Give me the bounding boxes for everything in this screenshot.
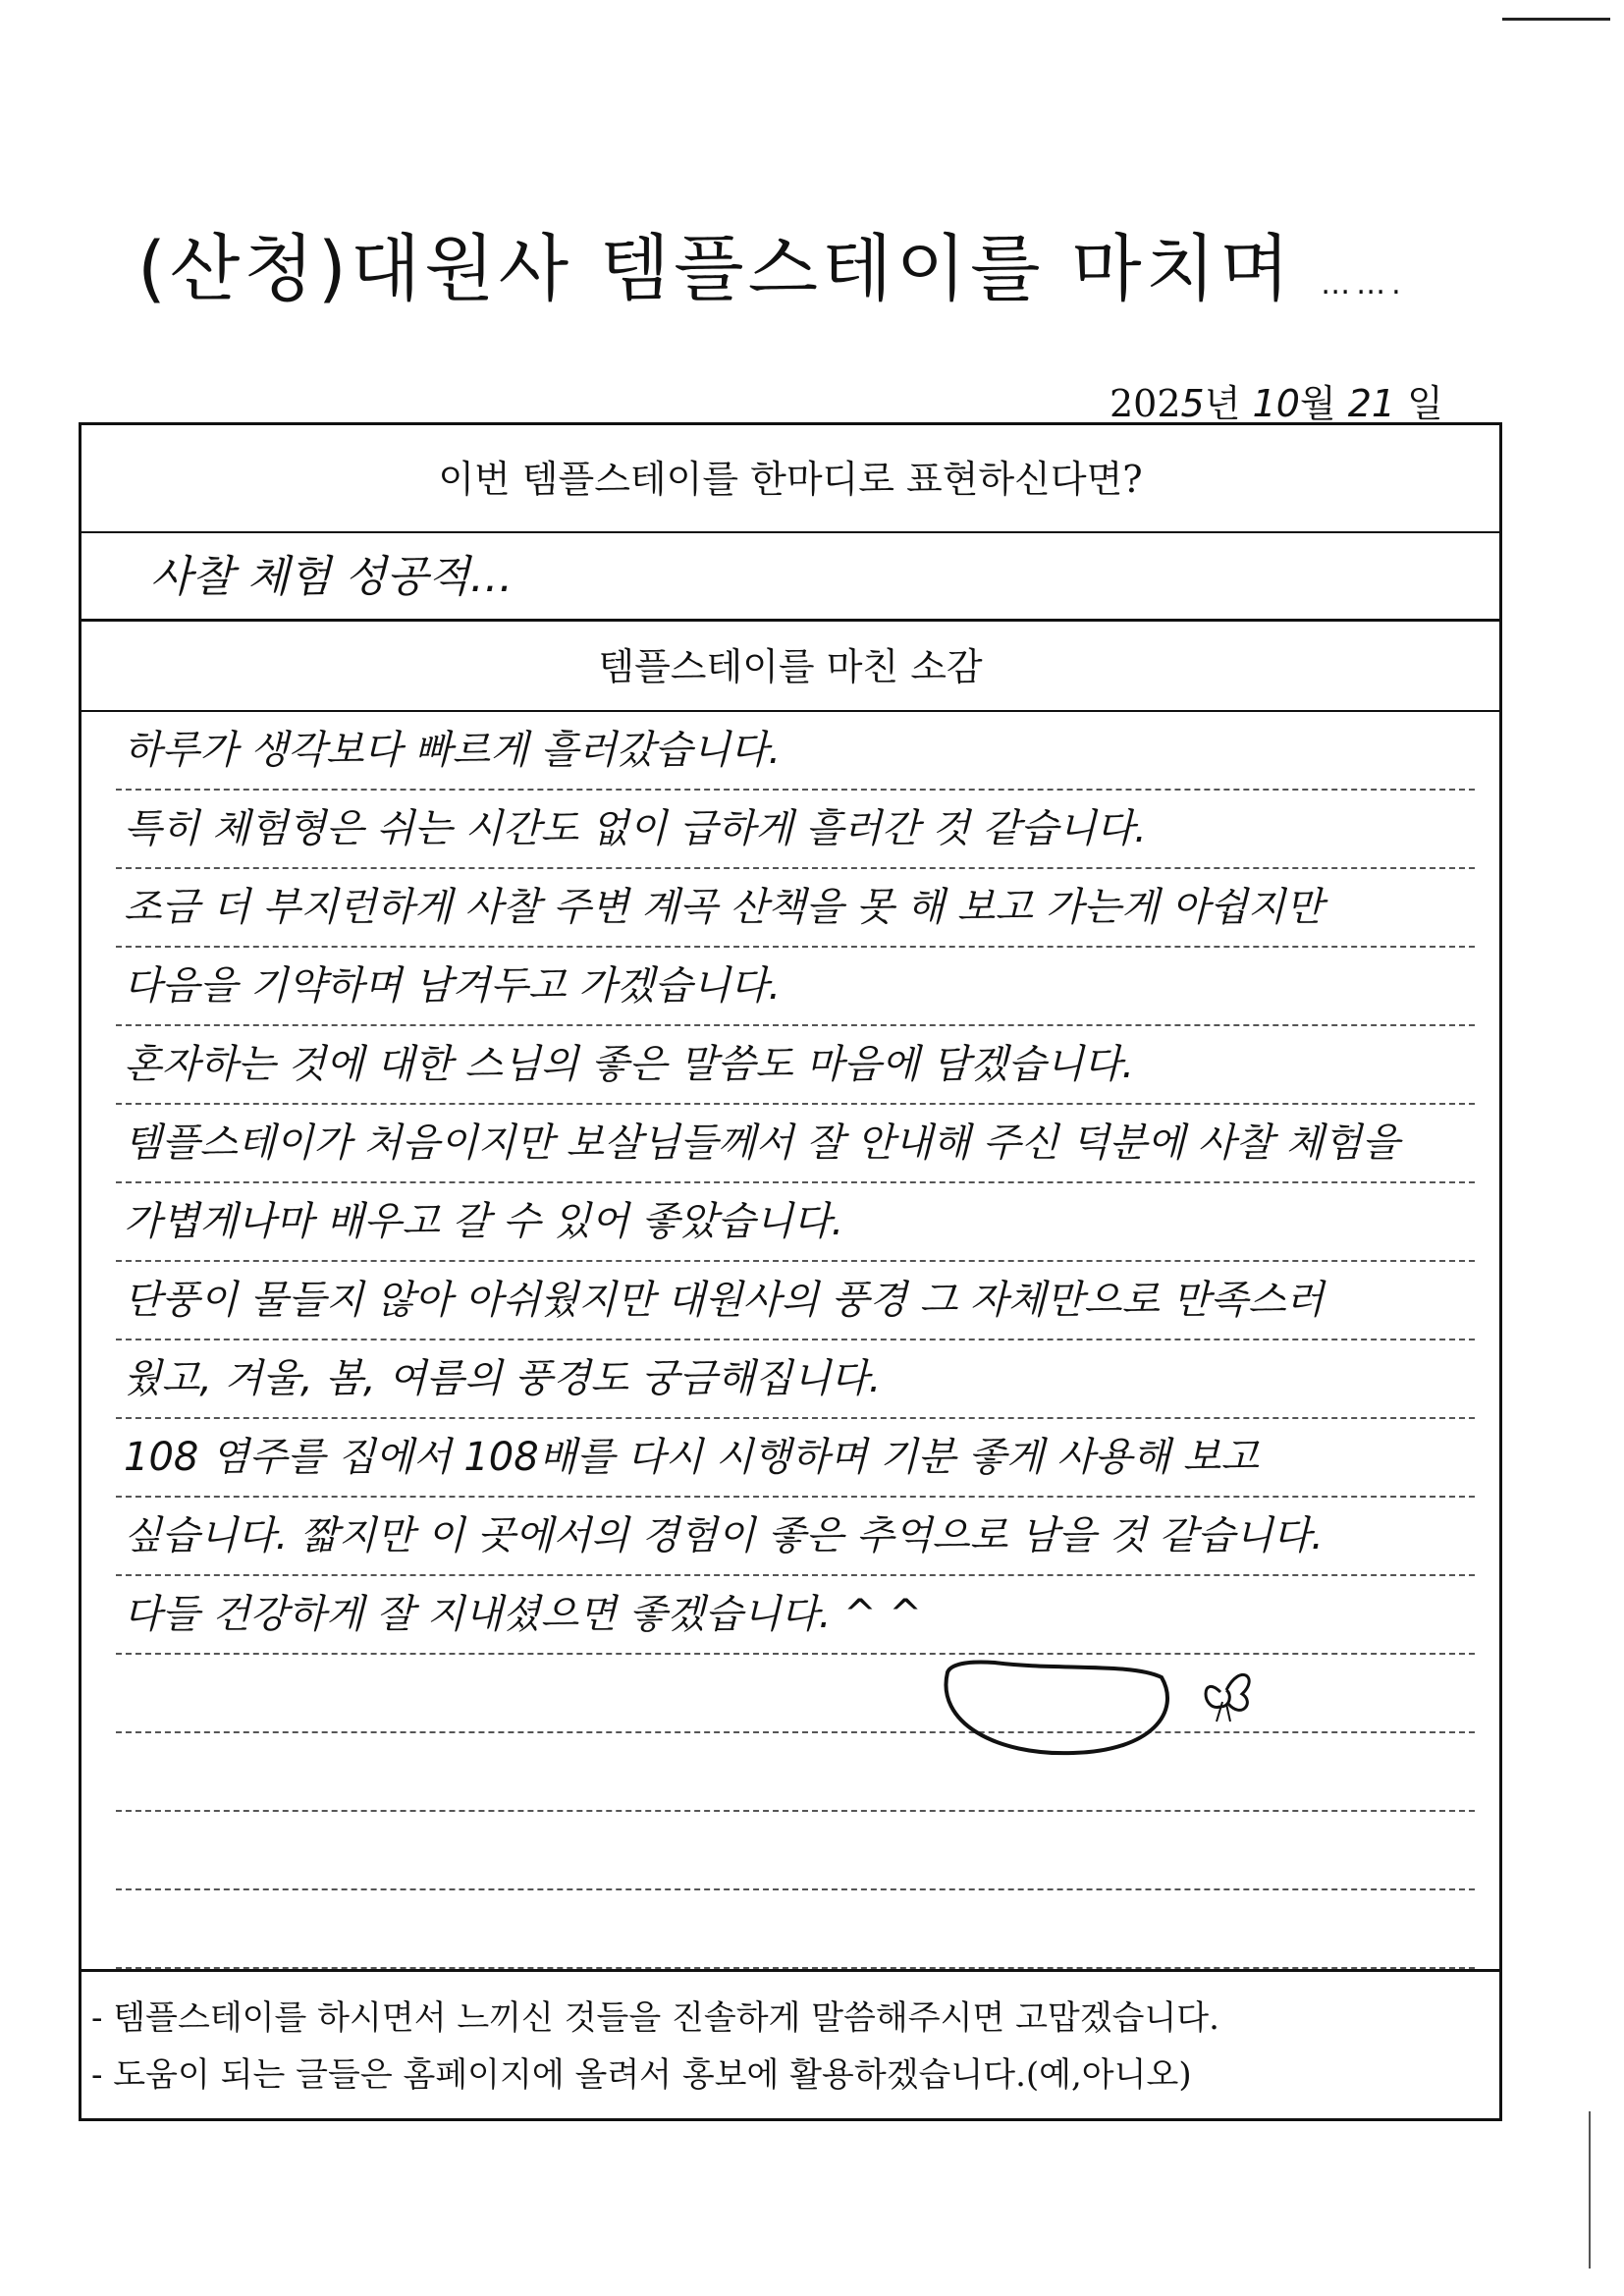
question-label: 이번 템플스테이를 한마디로 표현하신다면? — [81, 425, 1499, 533]
impression-line: 조금 더 부지런하게 사찰 주변 계곡 산책을 못 해 보고 가는게 아쉽지만 — [116, 869, 1475, 948]
impression-line — [116, 1733, 1475, 1812]
date-year-written: 5 — [1180, 382, 1205, 425]
impressions-lines — [81, 712, 1499, 1969]
impression-line: 108 염주를 집에서 108배를 다시 시행하며 기분 좋게 사용해 보고 — [116, 1419, 1475, 1498]
feedback-form — [79, 422, 1502, 2121]
date-month-suffix: 월 — [1299, 382, 1336, 425]
title-dots: ……. — [1321, 267, 1407, 301]
title-text: (산청)대원사 템플스테이를 마치며 — [137, 227, 1294, 311]
question-answer: 사찰 체험 성공적… — [81, 533, 1499, 622]
date-day-suffix: 일 — [1407, 382, 1443, 425]
impressions-label: 템플스테이를 마친 소감 — [81, 622, 1499, 712]
date-line — [1110, 373, 1443, 427]
scan-edge-mark — [1589, 2111, 1591, 2269]
note-line: - 도움이 되는 글들은 홈페이지에 올려서 홍보에 활용하겠습니다.(예,아니오) — [91, 2055, 1192, 2095]
impression-line — [116, 1812, 1475, 1890]
smiley-doodle — [936, 1633, 1270, 1761]
impression-line: 웠고, 겨울, 봄, 여름의 풍경도 궁금해집니다. — [116, 1340, 1475, 1419]
impression-line: 싶습니다. 짧지만 이 곳에서의 경험이 좋은 추억으로 남을 것 같습니다. — [116, 1498, 1475, 1576]
impression-line: 템플스테이가 처음이지만 보살님들께서 잘 안내해 주신 덕분에 사찰 체험을 — [116, 1105, 1475, 1183]
impression-line — [116, 1655, 1475, 1733]
form-notes — [81, 1969, 1499, 2118]
butterfly-icon — [1206, 1674, 1249, 1722]
date-month-written: 10 — [1252, 382, 1300, 425]
impression-line: 가볍게나마 배우고 갈 수 있어 좋았습니다. — [116, 1183, 1475, 1262]
page-title — [137, 211, 1512, 315]
date-day-written: 21 — [1347, 382, 1396, 425]
impression-line: 하루가 생각보다 빠르게 흘러갔습니다. — [116, 712, 1475, 791]
note-line: - 템플스테이를 하시면서 느끼신 것들을 진솔하게 말씀해주시면 고맙겠습니다. — [91, 1998, 1219, 2038]
impression-line: 단풍이 물들지 않아 아쉬웠지만 대원사의 풍경 그 자체만으로 만족스러 — [116, 1262, 1475, 1340]
impression-line — [116, 1890, 1475, 1969]
impression-line: 다음을 기약하며 남겨두고 가겠습니다. — [116, 948, 1475, 1026]
impression-line: 특히 체험형은 쉬는 시간도 없이 급하게 흘러간 것 같습니다. — [116, 791, 1475, 869]
date-year-printed: 202 — [1110, 382, 1181, 425]
scan-edge-mark — [1502, 18, 1610, 21]
impression-line: 혼자하는 것에 대한 스님의 좋은 말씀도 마음에 담겠습니다. — [116, 1026, 1475, 1105]
impression-line: 다들 건강하게 잘 지내셨으면 좋겠습니다. ^ ^ — [116, 1576, 1475, 1655]
date-year-suffix: 년 — [1204, 382, 1241, 425]
